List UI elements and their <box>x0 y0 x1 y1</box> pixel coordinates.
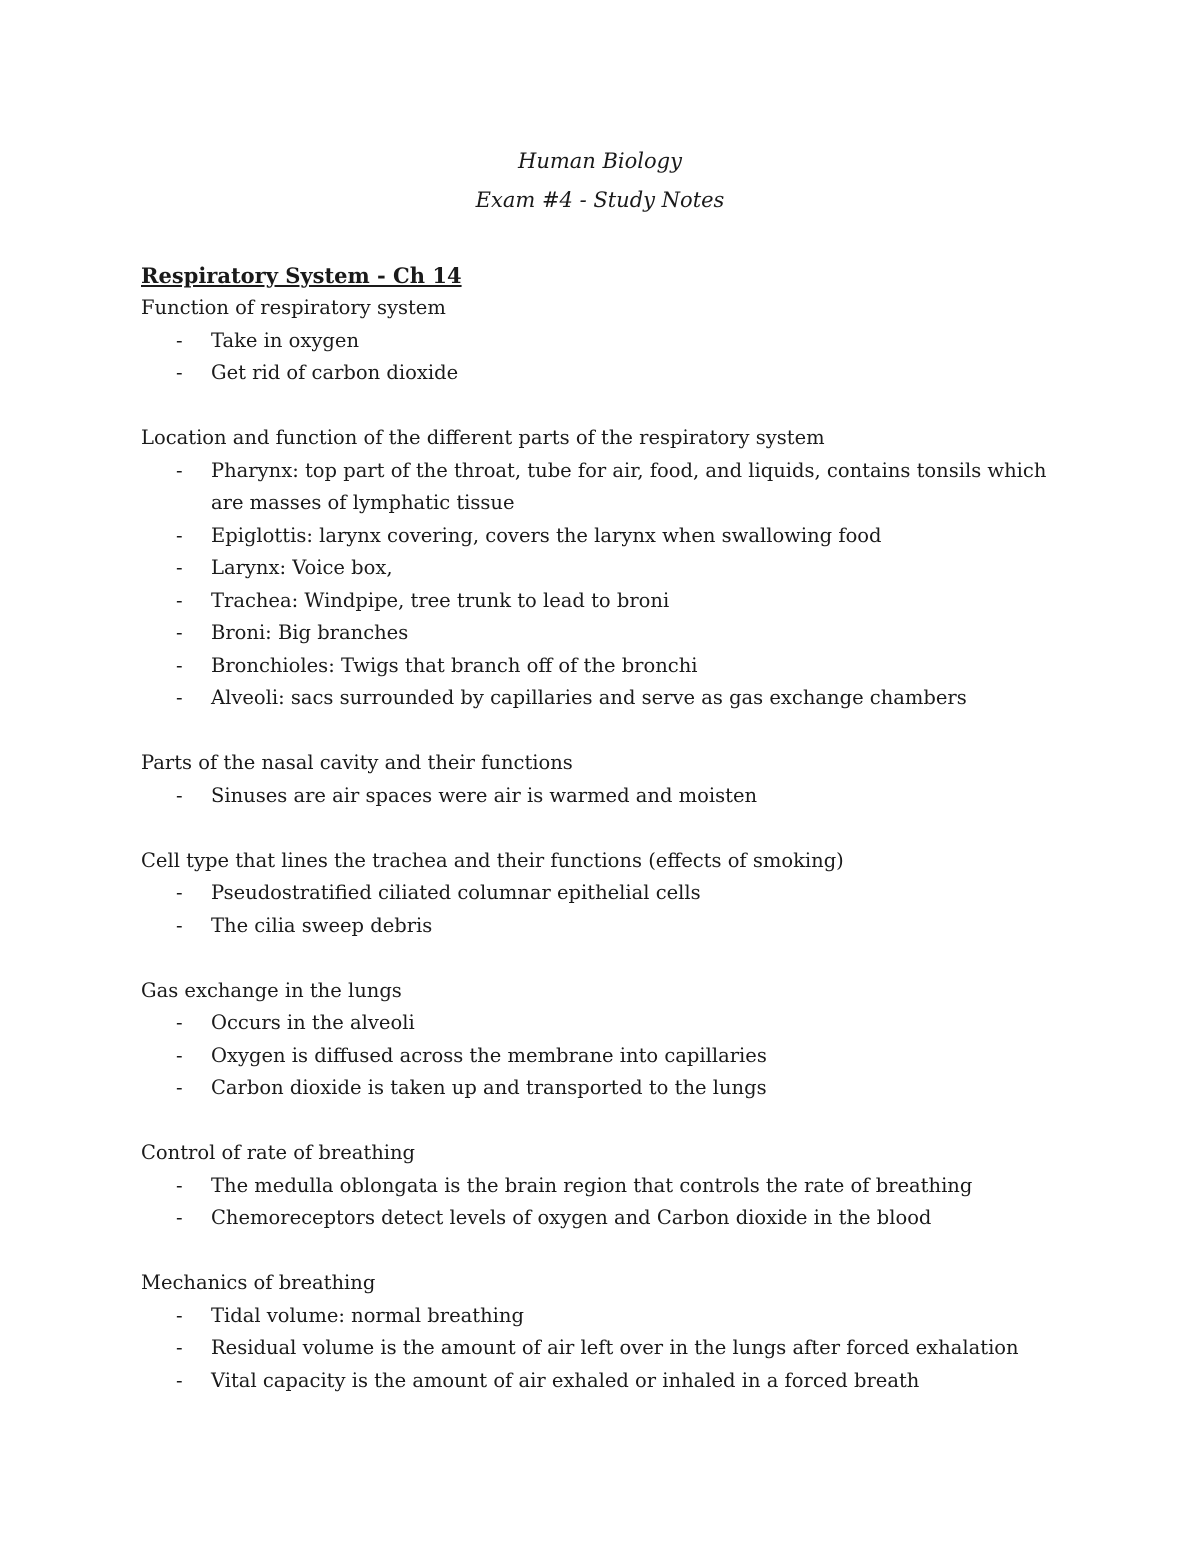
bullet-list <box>141 1300 1061 1398</box>
dash-bullet-icon: - <box>176 1043 183 1067</box>
list-item <box>141 325 1061 358</box>
list-item-text: Oxygen is diffused across the membrane into capillaries <box>211 1043 767 1067</box>
dash-bullet-icon: - <box>176 1303 183 1327</box>
list-item-text: Carbon dioxide is taken up and transported to the lungs <box>211 1076 767 1099</box>
list-item-text: Chemoreceptors detect levels of oxygen and Carbon dioxide in the blood <box>211 1206 932 1229</box>
bullet-list <box>141 1007 1061 1105</box>
dash-bullet-icon: - <box>176 523 183 547</box>
list-item <box>141 520 1061 553</box>
bullet-list <box>141 325 1061 390</box>
group-heading: Cell type that lines the trachea and their functions (effects of smoking) <box>141 848 844 872</box>
list-item-text: Residual volume is the amount of air left over in the lungs after forced exhalation <box>211 1336 1019 1359</box>
document-subtitle: Exam #4 - Study Notes <box>475 188 725 212</box>
list-item <box>141 585 1061 618</box>
list-item <box>141 1170 1061 1203</box>
list-item-text: Alveoli: sacs surrounded by capillaries and serve as gas exchange chambers <box>211 686 967 709</box>
document-header <box>0 142 1200 220</box>
list-item <box>141 877 1061 910</box>
notes-group <box>141 747 1061 812</box>
list-item-text: Pseudostratified ciliated columnar epithelial cells <box>211 881 701 904</box>
document-title: Human Biology <box>518 149 682 173</box>
dash-bullet-icon: - <box>176 783 183 807</box>
group-heading: Location and function of the different parts of the respiratory system <box>141 426 825 449</box>
list-item <box>141 650 1061 683</box>
list-item <box>141 357 1061 390</box>
notes-group <box>141 292 1061 390</box>
list-item <box>141 455 1061 520</box>
dash-bullet-icon: - <box>176 361 183 384</box>
list-item <box>141 552 1061 585</box>
group-heading: Gas exchange in the lungs <box>141 978 402 1002</box>
list-item <box>141 1202 1061 1235</box>
dash-bullet-icon: - <box>176 653 183 677</box>
list-item <box>141 1365 1061 1398</box>
list-item <box>141 1300 1061 1333</box>
dash-bullet-icon: - <box>176 1368 183 1392</box>
dash-bullet-icon: - <box>176 588 183 612</box>
dash-bullet-icon: - <box>176 1173 183 1197</box>
notes-group <box>141 422 1061 715</box>
list-item <box>141 1332 1061 1365</box>
list-item-text: Broni: Big branches <box>211 621 409 644</box>
dash-bullet-icon: - <box>176 1076 183 1099</box>
list-item-text: Larynx: Voice box, <box>211 556 393 579</box>
list-item <box>141 1040 1061 1073</box>
list-item-text: Sinuses are air spaces were air is warmed and moisten <box>211 783 758 807</box>
list-item-text: Tidal volume: normal breathing <box>211 1303 524 1327</box>
group-heading: Function of respiratory system <box>141 296 446 319</box>
dash-bullet-icon: - <box>176 621 183 644</box>
dash-bullet-icon: - <box>176 1011 183 1034</box>
list-item-text: Get rid of carbon dioxide <box>211 361 459 384</box>
list-item-text: Pharynx: top part of the throat, tube for air, food, and liquids, contains tonsils which are masses of lymphatic tissue <box>211 458 1047 514</box>
bullet-list <box>141 780 1061 813</box>
list-item <box>141 1007 1061 1040</box>
dash-bullet-icon: - <box>176 556 183 579</box>
list-item <box>141 617 1061 650</box>
notes-group <box>141 1267 1061 1397</box>
dash-bullet-icon: - <box>176 686 183 709</box>
notes-group <box>141 1137 1061 1235</box>
dash-bullet-icon: - <box>176 1336 183 1359</box>
notes-body <box>141 292 1061 1397</box>
list-item-text: Bronchioles: Twigs that branch off of the bronchi <box>211 653 698 677</box>
list-item-text: Vital capacity is the amount of air exhaled or inhaled in a forced breath <box>211 1368 920 1392</box>
list-item-text: Occurs in the alveoli <box>211 1011 415 1034</box>
bullet-list <box>141 455 1061 715</box>
list-item <box>141 910 1061 943</box>
dash-bullet-icon: - <box>176 1206 183 1229</box>
dash-bullet-icon: - <box>176 458 183 482</box>
list-item-text: Epiglottis: larynx covering, covers the larynx when swallowing food <box>211 523 882 547</box>
document-page <box>141 142 1061 1397</box>
dash-bullet-icon: - <box>176 328 183 352</box>
notes-group <box>141 975 1061 1105</box>
list-item <box>141 1072 1061 1105</box>
list-item-text: Take in oxygen <box>211 328 360 352</box>
list-item-text: The cilia sweep debris <box>211 913 433 937</box>
list-item <box>141 780 1061 813</box>
group-heading: Parts of the nasal cavity and their functions <box>141 751 573 774</box>
group-heading: Control of rate of breathing <box>141 1141 416 1164</box>
section-title: Respiratory System - Ch 14 <box>141 263 462 288</box>
bullet-list <box>141 1170 1061 1235</box>
group-heading: Mechanics of breathing <box>141 1271 376 1294</box>
list-item-text: Trachea: Windpipe, tree trunk to lead to broni <box>211 588 670 612</box>
notes-group <box>141 845 1061 943</box>
list-item <box>141 682 1061 715</box>
bullet-list <box>141 877 1061 942</box>
dash-bullet-icon: - <box>176 881 183 904</box>
list-item-text: The medulla oblongata is the brain region that controls the rate of breathing <box>211 1173 973 1197</box>
dash-bullet-icon: - <box>176 913 183 937</box>
